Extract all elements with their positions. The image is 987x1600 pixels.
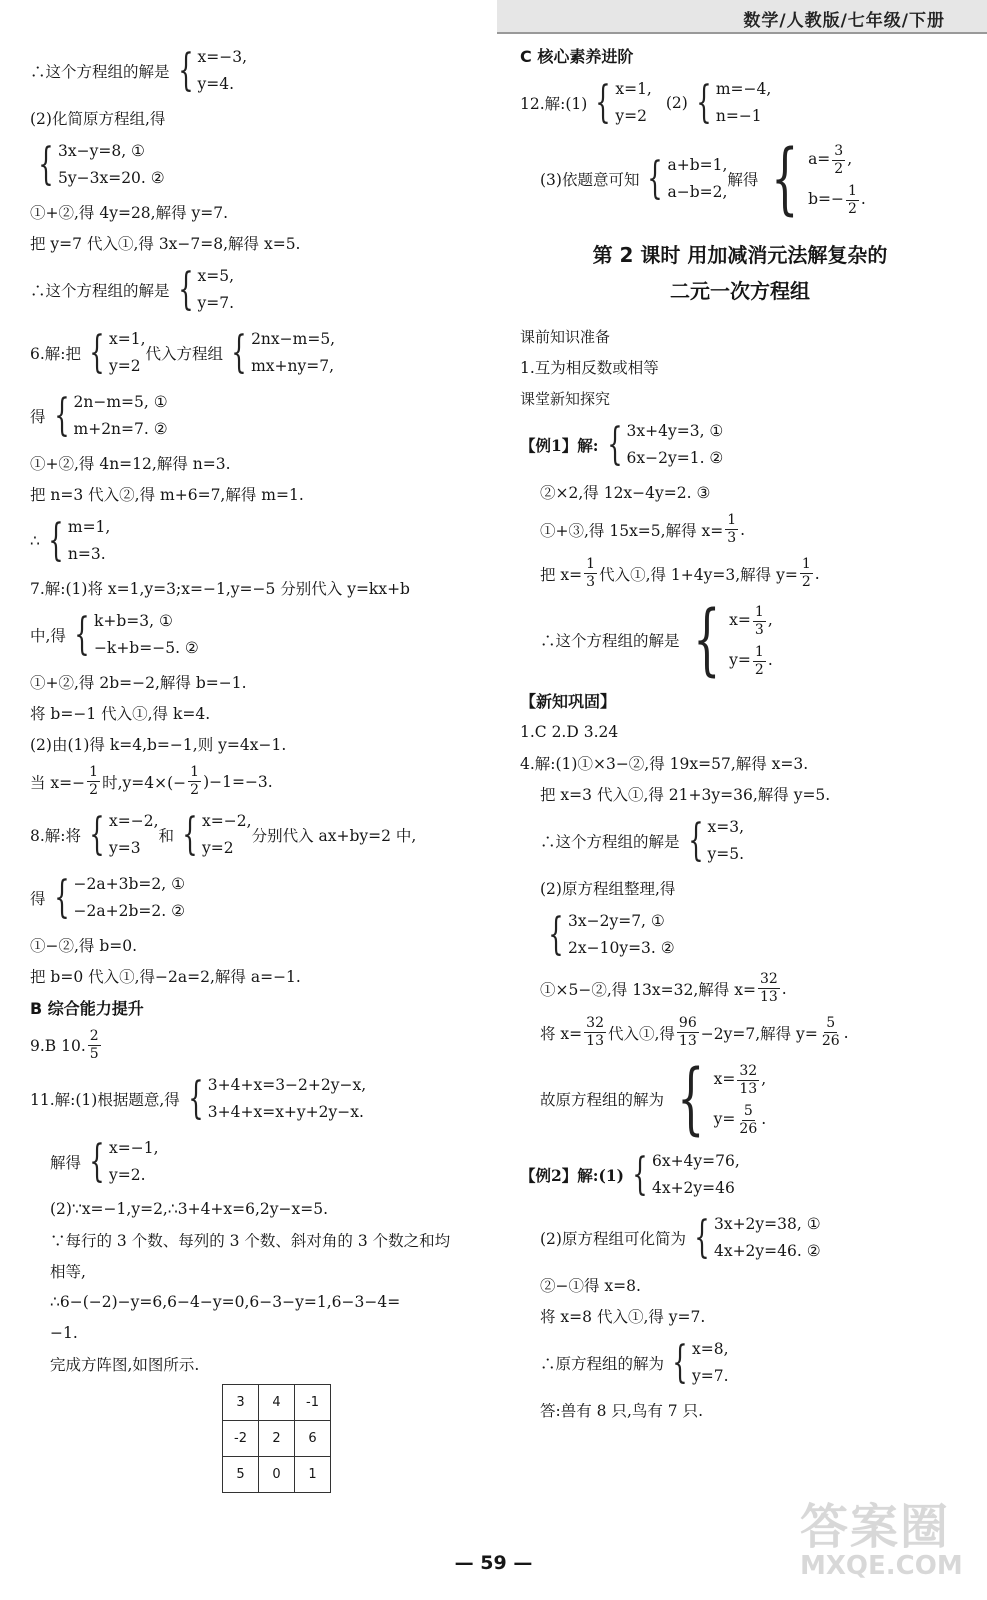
numerator: 32 — [759, 971, 778, 987]
text-line — [30, 44, 500, 98]
equation-system — [42, 514, 110, 568]
text-line: 把 b=0 代入①,得−2a=2,解得 a=−1. — [30, 968, 301, 986]
equation: a−b=2, — [667, 183, 728, 201]
text-line — [520, 1148, 960, 1202]
brace: { — [177, 45, 194, 96]
text: 时,y=4×(− — [102, 773, 187, 792]
subsection-heading: 课前知识准备 — [520, 327, 611, 346]
equation: x=−1, — [109, 1139, 159, 1157]
text-line: ①+②,得 2b=−2,解得 b=−1. — [30, 674, 247, 692]
brace: { — [53, 390, 70, 441]
brace: { — [89, 327, 105, 378]
magic-square-grid — [222, 1384, 331, 1493]
equation: 2x−10y=3. ② — [568, 939, 675, 957]
brace: { — [595, 77, 612, 128]
text: . — [740, 520, 746, 539]
fraction — [584, 556, 597, 591]
denominator: 3 — [727, 530, 737, 546]
text: 代入方程组 — [145, 345, 224, 363]
numerator: 1 — [754, 643, 764, 660]
right-column — [520, 44, 960, 1430]
text-line — [520, 1015, 960, 1050]
equation-system — [48, 871, 185, 925]
brace: { — [677, 1054, 705, 1144]
fraction — [753, 644, 766, 679]
equation — [729, 640, 773, 680]
brace: { — [38, 139, 54, 190]
fraction — [832, 143, 845, 178]
text: ①×5−②,得 13x=32,解得 x= — [540, 980, 756, 999]
text-line — [30, 1072, 500, 1126]
equation: y=7. — [197, 294, 235, 312]
subsection-heading: 课堂新知探究 — [520, 389, 611, 408]
brace: { — [696, 77, 712, 128]
denominator: 26 — [821, 1033, 840, 1049]
lesson-title-line2: 二元一次方程组 — [670, 279, 810, 303]
equation: 3x−y=8, ① — [58, 142, 145, 160]
equation-system — [601, 418, 724, 472]
page-number: — 59 — — [454, 1552, 533, 1574]
text-line — [30, 608, 500, 662]
equation: x=−3, — [197, 48, 248, 66]
text-line — [520, 76, 960, 130]
equation: 3x−2y=7, ① — [568, 912, 665, 930]
equation: n=−1 — [715, 107, 762, 125]
denominator: 13 — [678, 1033, 697, 1049]
numerator: 1 — [190, 764, 200, 780]
text: . — [860, 190, 866, 208]
equation: 3+4+x=x+y+2y−x. — [207, 1103, 364, 1121]
equation-system — [641, 152, 727, 206]
text: 得 — [30, 408, 46, 426]
grid-cell: -1 — [295, 1385, 331, 1421]
numerator: 1 — [847, 182, 857, 199]
text-line — [520, 595, 960, 685]
numerator: 1 — [754, 603, 764, 620]
equation: x=1, — [109, 330, 146, 348]
equation: 3x+4y=3, ① — [626, 422, 724, 440]
brace: { — [231, 327, 247, 378]
text: (3)依题意可知 — [540, 171, 640, 189]
text-line: 把 n=3 代入②,得 m+6=7,解得 m=1. — [30, 486, 304, 504]
equation: 2nx−m=5, — [251, 330, 336, 348]
denominator: 2 — [847, 200, 857, 217]
text-line: ②×2,得 12x−4y=2. ③ — [540, 484, 711, 502]
lesson-title-line1: 第 2 课时 用加减消元法解复杂的 — [592, 243, 888, 267]
brace: { — [647, 153, 664, 204]
brace: { — [672, 1337, 688, 1388]
equation-system — [172, 263, 235, 317]
text-line: ①+②,得 4y=28,解得 y=7. — [30, 204, 229, 222]
equation: −k+b=−5. ② — [93, 639, 199, 657]
numerator: 32 — [739, 1062, 758, 1079]
text: 当 x=− — [30, 773, 86, 792]
brace: { — [188, 1073, 204, 1124]
text: ∴原方程组的解为 — [540, 1355, 665, 1373]
fraction — [758, 971, 780, 1006]
watermark-cn: 答案圈 — [800, 1499, 951, 1555]
text: . — [781, 979, 787, 998]
equation: y=2 — [202, 839, 234, 857]
text: , — [847, 150, 853, 168]
equation: mx+ny=7, — [251, 357, 335, 375]
numerator: 5 — [743, 1102, 753, 1119]
equation: −2a+2b=2. ② — [73, 902, 185, 920]
text: 9.B 10. — [30, 1036, 86, 1055]
text-line: ∴6−(−2)−y=6,6−4−y=0,6−3−y=1,6−3−4= — [50, 1293, 401, 1311]
text: 把 x= — [540, 565, 583, 584]
brace: { — [177, 264, 194, 315]
denominator: 2 — [801, 574, 811, 590]
numerator: 1 — [89, 764, 99, 780]
text-line — [520, 1336, 960, 1390]
equation: x=8, — [692, 1340, 729, 1358]
numerator: 1 — [727, 512, 737, 528]
text: 将 x= — [540, 1024, 583, 1043]
section-heading: C 核心素养进阶 — [520, 47, 634, 66]
text: (2)原方程组可化简为 — [540, 1230, 686, 1248]
text-line: ②−①得 x=8. — [540, 1277, 641, 1295]
fraction — [88, 1028, 101, 1063]
text-line — [520, 418, 960, 472]
text-line: 答:兽有 8 只,鸟有 7 只. — [540, 1402, 704, 1420]
text: 和 — [158, 827, 175, 845]
equation-system — [682, 595, 773, 685]
equation-system — [666, 1054, 767, 1144]
grid-cell: 3 — [223, 1385, 259, 1421]
text-line — [30, 138, 500, 192]
equation-system — [172, 44, 248, 98]
text: ∴这个方程组的解是 — [30, 63, 170, 81]
equation — [729, 600, 773, 640]
equation: 2n−m=5, ① — [73, 393, 168, 411]
text: 解得 — [50, 1154, 82, 1172]
equation: 6x+4y=76, — [651, 1152, 740, 1170]
grid-cell: 4 — [259, 1385, 295, 1421]
brace: { — [548, 909, 564, 960]
numerator: 32 — [586, 1015, 604, 1031]
text: y= — [729, 651, 751, 669]
text-line: 相等, — [50, 1263, 86, 1281]
text-line — [520, 908, 960, 962]
fraction — [737, 1063, 759, 1098]
text: 8.解:将 — [30, 827, 82, 845]
denominator: 2 — [190, 782, 200, 798]
brace: { — [48, 515, 64, 566]
text-line: (2)原方程组整理,得 — [540, 880, 676, 898]
left-column — [30, 44, 500, 1493]
equation: y=3 — [109, 839, 141, 857]
brace: { — [692, 595, 720, 685]
text: x= — [729, 611, 751, 629]
denominator: 3 — [754, 621, 764, 638]
fraction — [737, 1103, 759, 1138]
fraction — [87, 764, 100, 799]
text-line — [30, 389, 500, 443]
denominator: 3 — [586, 574, 596, 590]
denominator: 2 — [89, 782, 99, 798]
equation-system — [760, 134, 866, 224]
equation: m=1, — [67, 518, 111, 536]
equation — [808, 179, 866, 219]
equation: y=5. — [707, 845, 745, 863]
fraction — [820, 1015, 842, 1050]
numerator: 1 — [586, 556, 596, 572]
denominator: 2 — [754, 661, 764, 678]
denominator: 13 — [739, 1080, 758, 1097]
text: 6.解:把 — [30, 345, 82, 363]
equation-system — [83, 1135, 159, 1189]
text: 代入①,得 1+4y=3,解得 y= — [599, 565, 798, 584]
section-heading: B 综合能力提升 — [30, 999, 144, 1018]
equation-system — [682, 814, 745, 868]
text: 故原方程组的解为 — [540, 1091, 665, 1109]
text: b=− — [808, 190, 844, 208]
text-line: 把 x=3 代入①,得 21+3y=36,解得 y=5. — [540, 786, 831, 804]
text-line — [520, 134, 960, 224]
text-line: 将 x=8 代入①,得 y=7. — [540, 1308, 706, 1326]
text: ∴这个方程组的解是 — [540, 632, 680, 650]
watermark-logo — [800, 1488, 963, 1581]
brace: { — [89, 809, 105, 860]
grid-cell: 2 — [259, 1421, 295, 1457]
brace: { — [74, 609, 90, 660]
text-line: 将 b=−1 代入①,得 k=4. — [30, 705, 211, 723]
text-line — [520, 1211, 960, 1265]
page-header — [497, 0, 987, 34]
text-line: 7.解:(1)将 x=1,y=3;x=−1,y=−5 分别代入 y=kx+b — [30, 580, 410, 598]
text-line — [30, 1028, 500, 1063]
equation-system — [48, 389, 168, 443]
equation: x=1, — [615, 80, 652, 98]
text: 11.解:(1)根据题意,得 — [30, 1091, 180, 1109]
grid-row — [223, 1421, 331, 1457]
equation-system — [225, 326, 335, 380]
grid-cell: 5 — [223, 1457, 259, 1493]
fraction — [846, 183, 859, 218]
numerator: 3 — [834, 142, 844, 159]
equation-system — [68, 608, 199, 662]
text-line: (2)由(1)得 k=4,b=−1,则 y=4x−1. — [30, 736, 287, 754]
text: 解得 — [727, 171, 759, 189]
equation-system — [666, 1336, 729, 1390]
denominator: 5 — [89, 1046, 99, 1062]
equation: y=7. — [692, 1367, 729, 1385]
text: . — [767, 651, 773, 669]
grid-cell: -2 — [223, 1421, 259, 1457]
numerator: 5 — [826, 1015, 836, 1031]
equation: 6x−2y=1. ② — [626, 449, 724, 467]
text-line — [520, 971, 960, 1006]
text-line — [520, 512, 960, 547]
grid-cell: 1 — [295, 1457, 331, 1493]
equation — [808, 139, 866, 179]
fraction — [725, 512, 738, 547]
equation-system — [542, 908, 675, 962]
text-line: ①−②,得 b=0. — [30, 937, 138, 955]
equation: x=−2, — [202, 812, 252, 830]
grid-cell: 6 — [295, 1421, 331, 1457]
equation-system — [32, 138, 165, 192]
equation: 4x+2y=46 — [651, 1179, 735, 1197]
text: ①+③,得 15x=5,解得 x= — [540, 521, 724, 540]
text-line — [30, 263, 500, 317]
equation-system — [182, 1072, 366, 1126]
grid-row — [223, 1385, 331, 1421]
text-line — [30, 808, 500, 862]
header-text: 数学/人教版/七年级/下册 — [743, 11, 945, 31]
text-line: 1.C 2.D 3.24 — [520, 723, 619, 741]
text: 得 — [30, 890, 46, 908]
text-line: (2)∵x=−1,y=2,∴3+4+x=6,2y−x=5. — [50, 1200, 329, 1218]
text-line: ∵每行的 3 个数、每列的 3 个数、斜对角的 3 个数之和均 — [50, 1232, 451, 1250]
text: . — [843, 1023, 849, 1042]
text-line — [30, 326, 500, 380]
equation-system — [589, 76, 652, 130]
text: , — [767, 611, 773, 629]
equation: m=−4, — [715, 80, 772, 98]
equation-system — [690, 76, 771, 130]
text-line: 1.互为相反数或相等 — [520, 359, 659, 377]
text-line: 4.解:(1)①×3−②,得 19x=57,解得 x=3. — [520, 755, 809, 773]
text-line: 完成方阵图,如图所示. — [50, 1356, 200, 1374]
brace: { — [53, 872, 70, 923]
text-line — [30, 871, 500, 925]
equation — [714, 1099, 767, 1139]
text-line — [30, 514, 500, 568]
text: , — [761, 1070, 767, 1088]
equation: y=4. — [197, 75, 235, 93]
denominator: 26 — [739, 1120, 758, 1137]
equation: x=5, — [197, 267, 235, 285]
brace: { — [687, 815, 704, 866]
text: 【例1】解: — [520, 436, 599, 455]
text: ∴这个方程组的解是 — [30, 282, 170, 300]
lesson-title — [520, 237, 960, 309]
equation-system — [83, 326, 146, 380]
text-line: −1. — [50, 1324, 78, 1342]
text: ∴这个方程组的解是 — [540, 833, 680, 851]
equation: k+b=3, ① — [93, 612, 173, 630]
brace: { — [606, 419, 623, 470]
brace: { — [632, 1149, 648, 1200]
text: 代入①,得 — [607, 1024, 675, 1043]
text: y= — [713, 1110, 736, 1128]
equation: y=2 — [615, 107, 647, 125]
brace: { — [771, 134, 799, 224]
text: )−1=−3. — [203, 772, 273, 791]
brace: { — [89, 1136, 105, 1187]
equation: 3x+2y=38, ① — [713, 1215, 821, 1233]
denominator: 13 — [586, 1033, 604, 1049]
grid-cell: 0 — [259, 1457, 295, 1493]
fraction — [800, 556, 813, 591]
brace: { — [694, 1212, 710, 1263]
equation: 4x+2y=46. ② — [713, 1242, 821, 1260]
text-line — [30, 764, 500, 799]
equation: y=2 — [109, 357, 141, 375]
numerator: 96 — [678, 1015, 697, 1031]
text: ∴ — [30, 532, 40, 550]
equation-system — [688, 1211, 821, 1265]
text: x= — [713, 1070, 736, 1088]
equation: x=−2, — [109, 812, 159, 830]
text-line — [520, 814, 960, 868]
text-line: ①+②,得 4n=12,解得 n=3. — [30, 455, 231, 473]
brace: { — [182, 809, 198, 860]
equation-system — [626, 1148, 740, 1202]
text: 分别代入 ax+by=2 中, — [251, 827, 417, 845]
grid-row — [223, 1457, 331, 1493]
text: 12.解:(1) — [520, 95, 588, 113]
equation: 5y−3x=20. ② — [58, 169, 165, 187]
equation: 3+4+x=3−2+2y−x, — [207, 1076, 367, 1094]
fraction — [677, 1015, 699, 1050]
text-line — [30, 1135, 500, 1189]
text: (2) — [665, 94, 688, 112]
equation: a+b=1, — [667, 156, 728, 174]
equation — [714, 1059, 767, 1099]
numerator: 1 — [801, 556, 811, 572]
text-line: (2)化简原方程组,得 — [30, 110, 166, 128]
text-line: 把 y=7 代入①,得 3x−7=8,解得 x=5. — [30, 235, 301, 253]
numerator: 2 — [89, 1028, 99, 1044]
text: a= — [808, 150, 831, 168]
equation: y=2. — [109, 1166, 146, 1184]
text-line — [520, 556, 960, 591]
text: 【例2】解:(1) — [520, 1166, 624, 1185]
equation-system — [176, 808, 252, 862]
fraction — [584, 1015, 606, 1050]
text-line — [520, 1054, 960, 1144]
denominator: 2 — [834, 160, 844, 177]
equation: n=3. — [67, 545, 106, 563]
text: 中,得 — [30, 627, 66, 645]
fraction — [188, 764, 201, 799]
text: . — [814, 564, 820, 583]
equation: m+2n=7. ② — [73, 420, 168, 438]
equation: −2a+3b=2, ① — [73, 875, 185, 893]
text: −2y=7,解得 y= — [700, 1024, 818, 1043]
section-heading: 【新知巩固】 — [520, 692, 617, 711]
fraction — [753, 604, 766, 639]
equation: x=3, — [707, 818, 745, 836]
watermark-en: MXQE.COM — [800, 1551, 963, 1581]
text: . — [761, 1110, 767, 1128]
denominator: 13 — [759, 989, 778, 1005]
equation-system — [83, 808, 159, 862]
